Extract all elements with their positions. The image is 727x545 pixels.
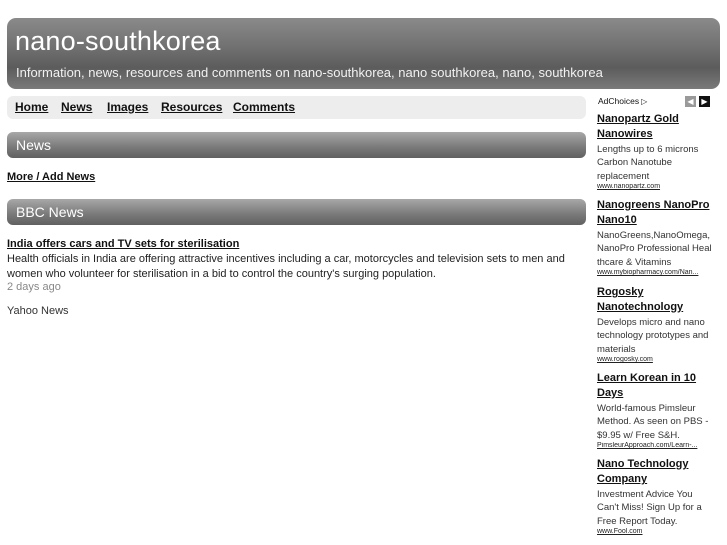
ad-header xyxy=(596,96,712,110)
ad-description: World-famous Pimsleur Method. As seen on PBS - $9.95 w/ Free S&H. xyxy=(597,403,709,441)
ad-title-link[interactable]: Nano Technology Company xyxy=(597,458,689,485)
ad-unit xyxy=(597,457,713,535)
nav-resources[interactable]: Resources xyxy=(161,100,223,114)
adchoices-label: AdChoices xyxy=(598,96,640,106)
ad-unit xyxy=(597,285,713,363)
story-description: Health officials in India are offering attractive incentives including a car, motorcycles and television sets to men and women who volunteer for sterilisation in a bid to control the country's surging population. xyxy=(7,253,565,280)
ad-description: Lengths up to 6 microns Carbon Nanotube replacement xyxy=(597,144,699,182)
story-timestamp: 2 days ago xyxy=(7,281,61,293)
ad-description: Develops micro and nano technology prototypes and materials xyxy=(597,317,709,355)
ad-next-button[interactable]: ▶ xyxy=(699,96,710,107)
ad-unit xyxy=(597,112,713,190)
ad-description: NanoGreens,NanoOmega,NanoPro Professional Healthcare & Vitamins xyxy=(597,230,712,268)
site-header xyxy=(7,18,720,89)
nav-bar xyxy=(7,96,586,119)
ad-url-link[interactable]: www.rogosky.com xyxy=(597,356,653,364)
adchoices-link[interactable] xyxy=(598,96,647,106)
ad-unit xyxy=(597,198,713,276)
site-title[interactable]: nano-southkorea xyxy=(15,26,221,56)
ad-prev-button[interactable]: ◀ xyxy=(685,96,696,107)
more-add-news-link[interactable]: More / Add News xyxy=(7,171,96,183)
ad-title-link[interactable]: Nanopartz Gold Nanowires xyxy=(597,113,679,140)
story-title-link[interactable]: India offers cars and TV sets for sterilisation xyxy=(7,238,240,250)
bbc-news-section-header: BBC News xyxy=(7,199,586,225)
nav-news[interactable]: News xyxy=(61,100,93,114)
news-section-header: News xyxy=(7,132,586,158)
ad-unit xyxy=(597,371,713,449)
adchoices-icon: ▷ xyxy=(641,97,648,106)
ad-url-link[interactable]: www.nanopartz.com xyxy=(597,183,661,191)
ad-title-link[interactable]: Rogosky Nanotechnology xyxy=(597,286,684,313)
ad-description: Investment Advice You Can't Miss! Sign Up for a Free Report Today. xyxy=(597,489,702,527)
site-tagline: Information, news, resources and comments on nano-southkorea, nano southkorea, nano, southkorea xyxy=(16,65,603,80)
nav-images[interactable]: Images xyxy=(107,100,149,114)
ad-url-link[interactable]: www.Fool.com xyxy=(597,528,643,536)
nav-comments[interactable]: Comments xyxy=(233,100,296,114)
yahoo-news-label: Yahoo News xyxy=(7,305,69,317)
nav-home[interactable]: Home xyxy=(15,100,49,114)
ad-url-link[interactable]: PimsleurApproach.com/Learn-... xyxy=(597,442,698,450)
ad-url-link[interactable]: www.mybiopharmacy.com/Nan... xyxy=(597,269,699,276)
ad-title-link[interactable]: Nanogreens NanoPro Nano10 xyxy=(597,199,710,226)
ad-title-link[interactable]: Learn Korean in 10 Days xyxy=(597,372,697,399)
